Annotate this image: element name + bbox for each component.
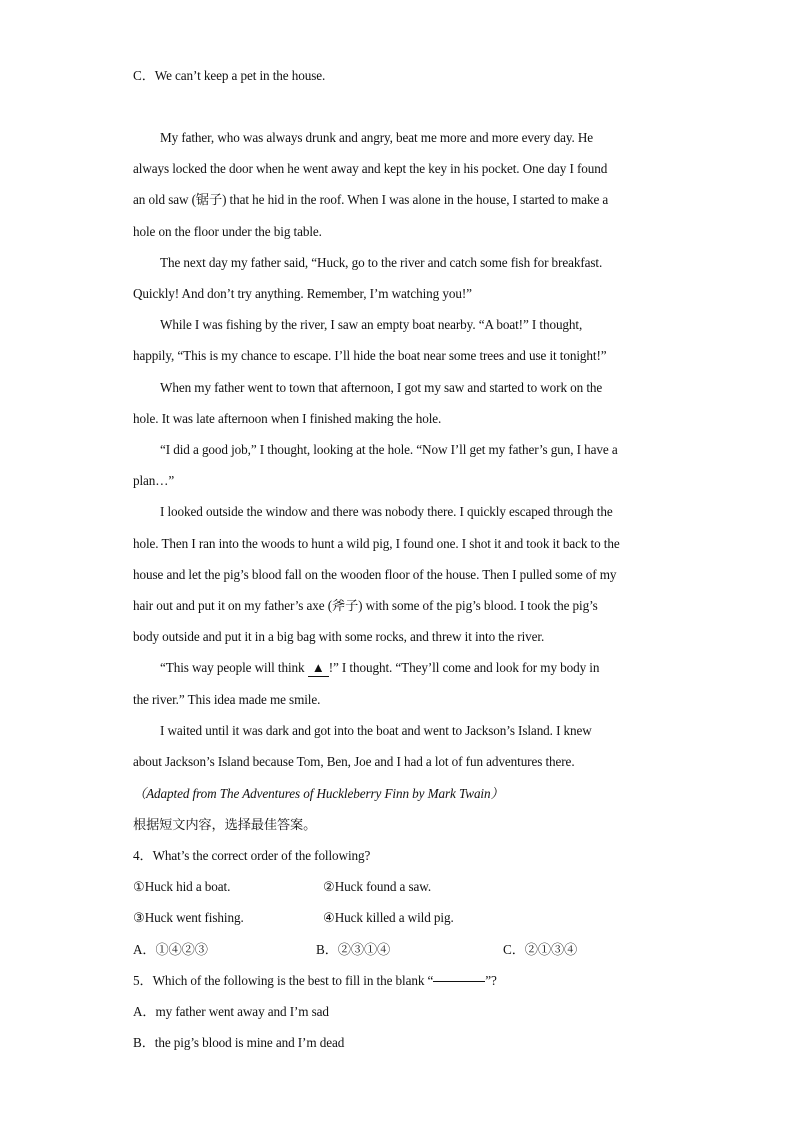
passage-line: house and let the pig’s blood fall on the wooden floor of the house. Then I pulled some of my bbox=[133, 567, 617, 582]
passage-line: about Jackson’s Island because Tom, Ben, Joe and I had a lot of fun adventures there. bbox=[133, 754, 575, 769]
question-4-stem: 4．What’s the correct order of the following? bbox=[133, 848, 371, 863]
q4-option-b[interactable]: B．②③①④ bbox=[316, 942, 391, 957]
passage-line: plan…” bbox=[133, 473, 175, 488]
blank-marker: ▲ bbox=[308, 660, 329, 677]
question-5-stem bbox=[133, 973, 497, 989]
q4-event-3: ③Huck went fishing. bbox=[133, 910, 244, 925]
passage-line: I looked outside the window and there was nobody there. I quickly escaped through the bbox=[160, 504, 613, 519]
passage-line: While I was fishing by the river, I saw an empty boat nearby. “A boat!” I thought, bbox=[160, 317, 583, 332]
q4-option-a[interactable]: A．①④②③ bbox=[133, 942, 208, 957]
passage-line: hole. Then I ran into the woods to hunt a wild pig, I found one. I shot it and took it back to the bbox=[133, 536, 620, 551]
passage-text: “This way people will think bbox=[160, 660, 308, 675]
passage-line: the river.” This idea made me smile. bbox=[133, 692, 321, 707]
passage-line-with-blank bbox=[160, 660, 599, 677]
passage-line: body outside and put it in a big bag with some rocks, and threw it into the river. bbox=[133, 629, 545, 644]
passage-line: happily, “This is my chance to escape. I’ll hide the boat near some trees and use it tonight!” bbox=[133, 348, 607, 363]
passage-line: The next day my father said, “Huck, go to the river and catch some fish for breakfast. bbox=[160, 255, 603, 270]
passage-line: “I did a good job,” I thought, looking at the hole. “Now I’ll get my father’s gun, I have a bbox=[160, 442, 618, 457]
passage-line: My father, who was always drunk and angry, beat me more and more every day. He bbox=[160, 130, 594, 145]
instruction: 根据短文内容，选择最佳答案。 bbox=[133, 817, 317, 832]
passage-line: always locked the door when he went away and kept the key in his pocket. One day I found bbox=[133, 161, 608, 176]
passage-line: hair out and put it on my father’s axe (斧子) with some of the pig’s blood. I took the pig’s bbox=[133, 598, 598, 613]
q4-event-4: ④Huck killed a wild pig. bbox=[323, 910, 454, 925]
q5-stem-text: 5．Which of the following is the best to fill in the blank “ bbox=[133, 973, 434, 988]
passage-line: an old saw (锯子) that he hid in the roof. When I was alone in the house, I started to make a bbox=[133, 192, 609, 207]
q4-option-c[interactable]: C．②①③④ bbox=[503, 942, 578, 957]
q5-option-b[interactable]: B．the pig’s blood is mine and I’m dead bbox=[133, 1035, 345, 1050]
fill-blank-line bbox=[433, 981, 485, 982]
q4-event-2: ②Huck found a saw. bbox=[323, 879, 432, 894]
passage-text: !” I thought. “They’ll come and look for my body in bbox=[328, 660, 600, 675]
prev-option-c: C．We can’t keep a pet in the house. bbox=[133, 68, 326, 83]
passage-line: I waited until it was dark and got into the boat and went to Jackson’s Island. I knew bbox=[160, 723, 592, 738]
passage-line: hole. It was late afternoon when I finished making the hole. bbox=[133, 411, 442, 426]
passage-line: hole on the floor under the big table. bbox=[133, 224, 322, 239]
passage-line: Quickly! And don’t try anything. Remember, I’m watching you!” bbox=[133, 286, 472, 301]
q4-event-1: ①Huck hid a boat. bbox=[133, 879, 231, 894]
source-citation: （Adapted from The Adventures of Huckleberry Finn by Mark Twain） bbox=[133, 786, 504, 801]
passage-line: When my father went to town that afternoon, I got my saw and started to work on the bbox=[160, 380, 603, 395]
q5-option-a[interactable]: A．my father went away and I’m sad bbox=[133, 1004, 329, 1019]
q5-stem-text: ”? bbox=[485, 973, 497, 988]
